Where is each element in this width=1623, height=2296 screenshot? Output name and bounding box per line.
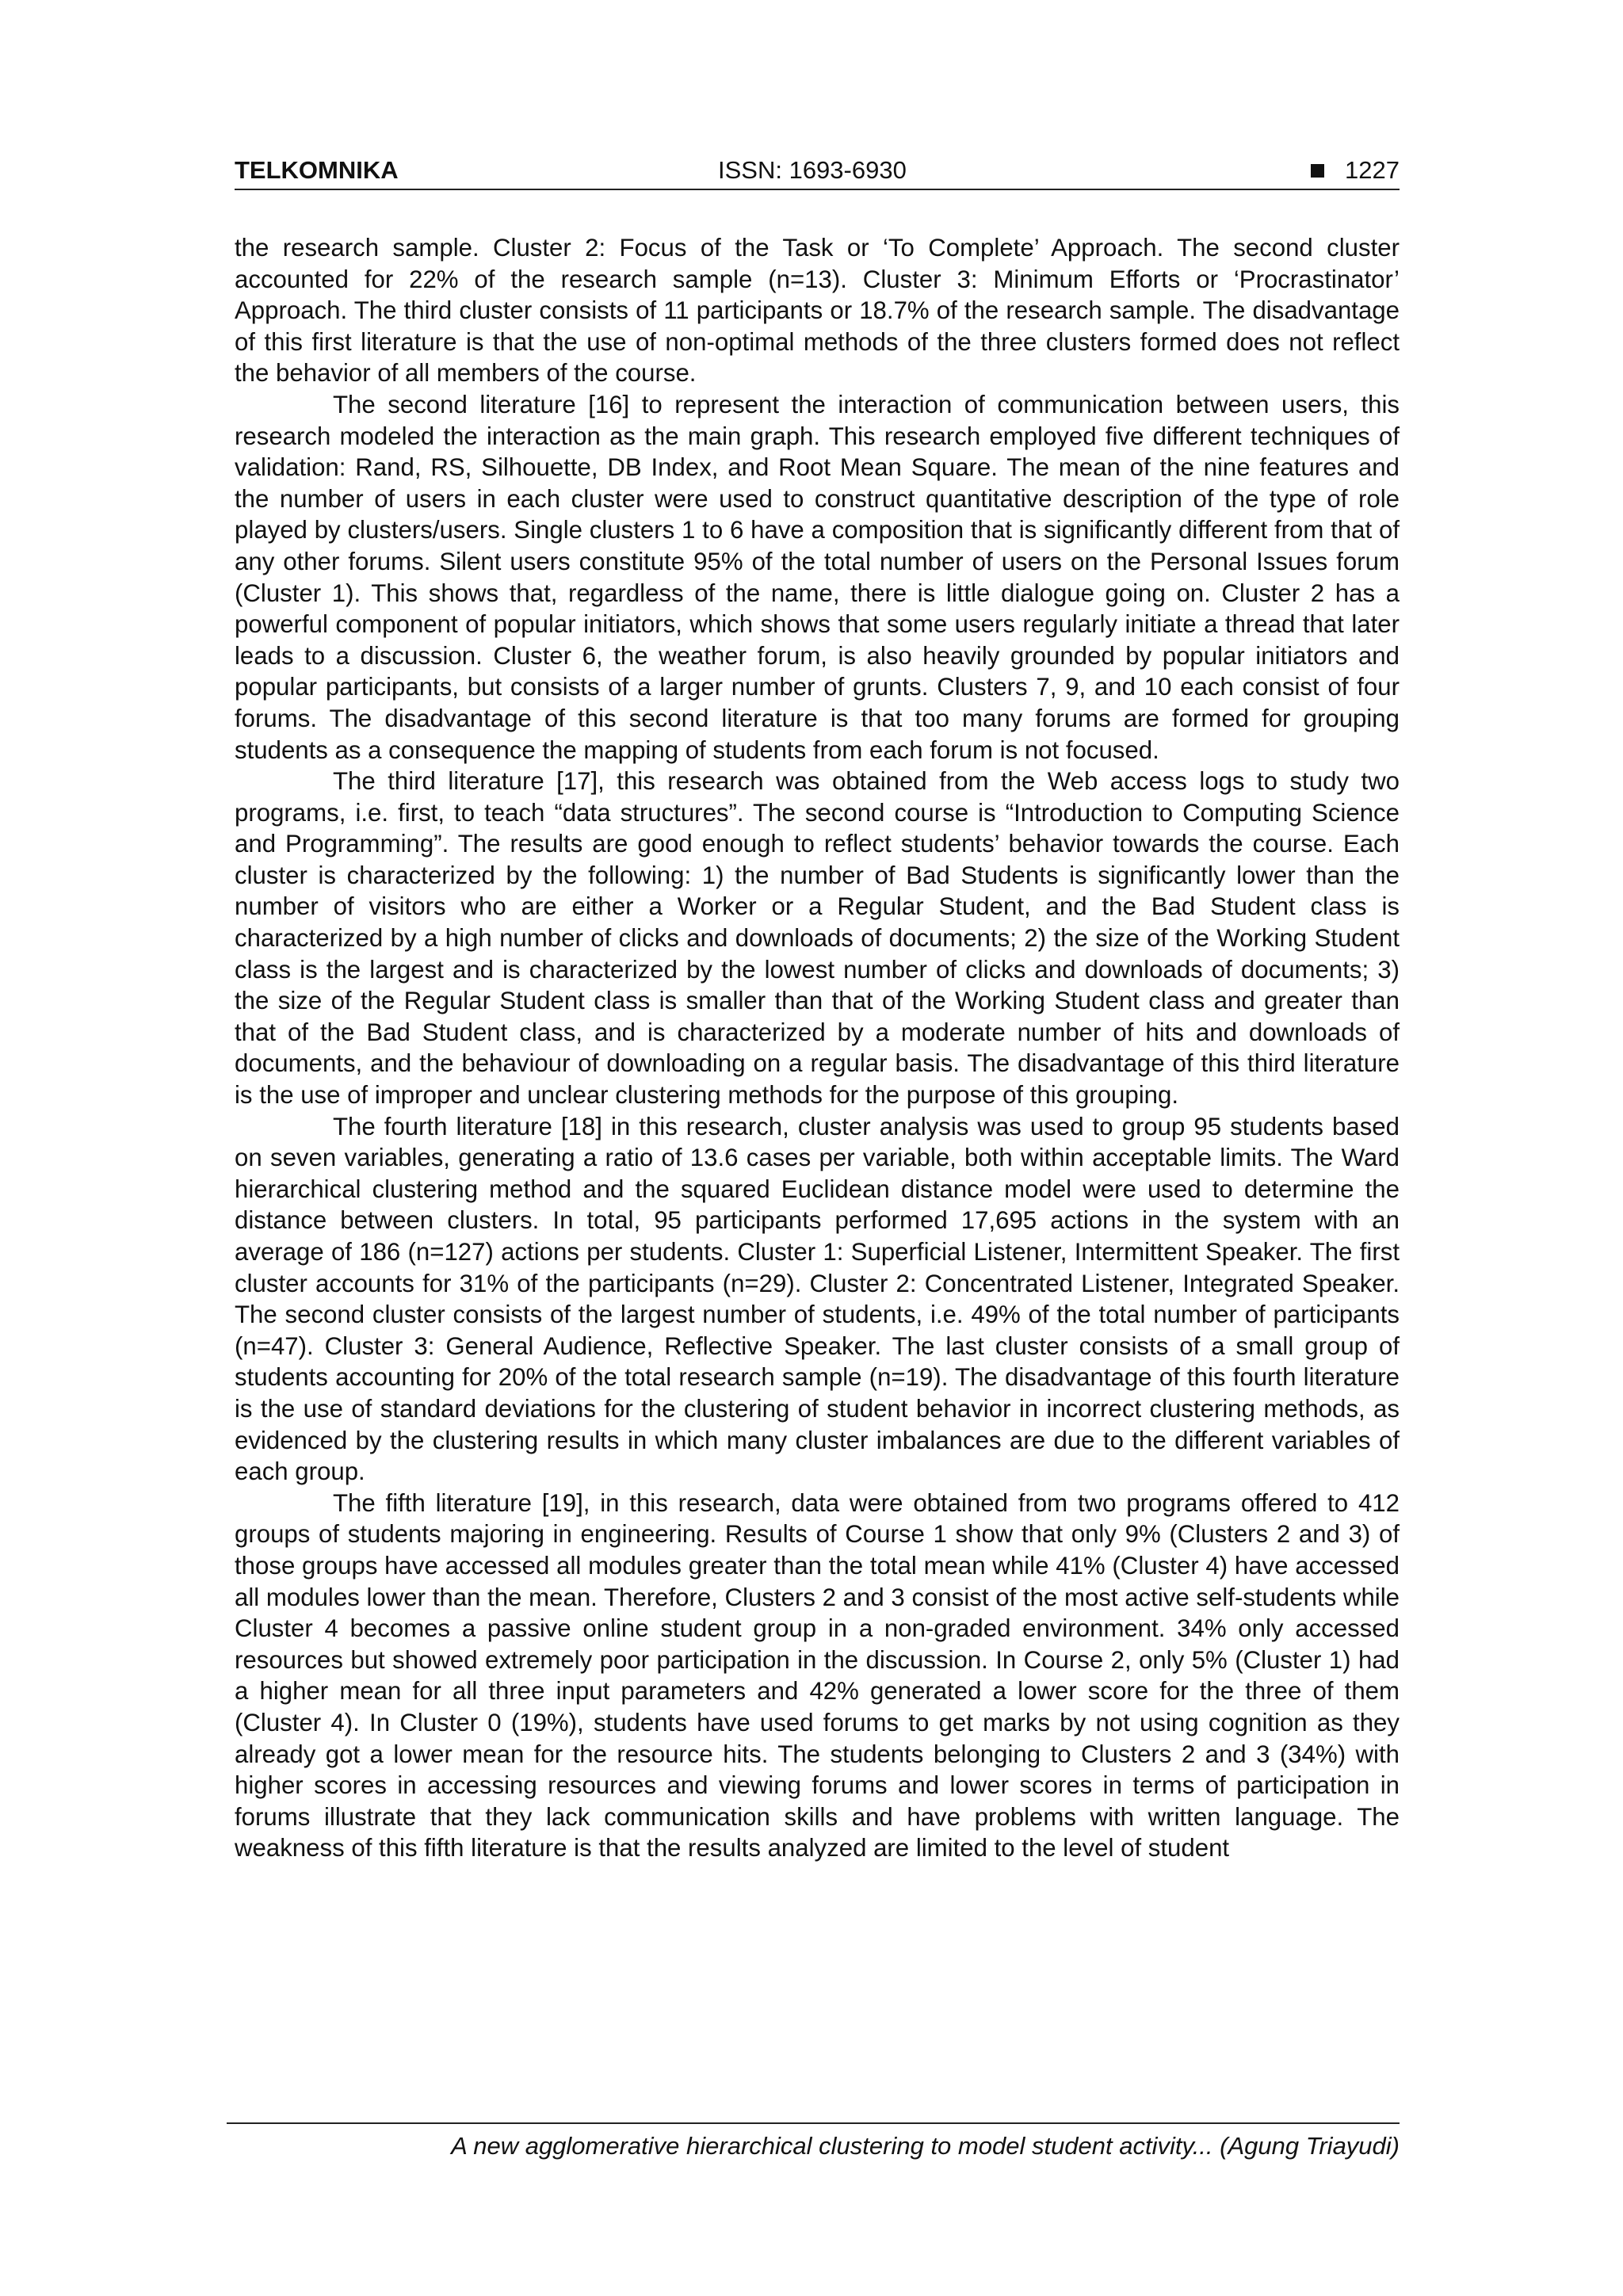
page-number-group (1311, 155, 1400, 185)
journal-name: TELKOMNIKA (235, 156, 399, 184)
issn-label: ISSN: 1693-6930 (718, 156, 907, 184)
page-footer (227, 2122, 1400, 2162)
paragraph-continuation: the research sample. Cluster 2: Focus of the Task or ‘To Complete’ Approach. The second cluster accounted for 22% of the research sample (n=13). Cluster 3: Minimum Efforts or ‘Procrastinator’ Approach. The third cluster consists of 11 participants or 18.7% of the research sample. The disadvantage of this first literature is that the use of non-optimal methods of the three clusters formed does not reflect the behavior of all members of the course. (235, 234, 1400, 388)
square-bullet-icon (1311, 164, 1324, 178)
body-text (235, 232, 1400, 1864)
paragraph-third-literature: The third literature [17], this research was obtained from the Web access logs to study two programs, i.e. first, to teach “data structures”. The second course is “Introduction to Computing Science and Programming”. The results are good enough to reflect students’ behavior towards the course. Each cluster is characterized by the following: 1) the number of Bad Students is significantly lower than the number of visitors who are either a Worker or a Regular Student, and the Bad Student class is characterized by a high number of clicks and downloads of documents; 2) the size of the Working Student class is the largest and is characterized by the lowest number of clicks and downloads of documents; 3) the size of the Regular Student class is smaller than that of the Working Student class and greater than that of the Bad Student class, and is characterized by a moderate number of hits and downloads of documents, and the behaviour of downloading on a regular basis. The disadvantage of this third literature is the use of improper and unclear clustering methods for the purpose of this grouping. (235, 767, 1400, 1110)
paragraph-fifth-literature: The fifth literature [19], in this research, data were obtained from two programs offered to 412 groups of students majoring in engineering. Results of Course 1 show that only 9% (Clusters 2 and 3) of those groups have accessed all modules greater than the total mean while 41% (Cluster 4) have accessed all modules lower than the mean. Therefore, Clusters 2 and 3 consist of the most active self-students while Cluster 4 becomes a passive online student group in a non-graded environment. 34% only accessed resources but showed extremely poor participation in the discussion. In Course 2, only 5% (Cluster 1) had a higher mean for all three input parameters and 42% generated a lower score for the three of them (Cluster 4). In Cluster 0 (19%), students have used forums to get marks by not using cognition as they already got a lower mean for the resource hits. The students belonging to Clusters 2 and 3 (34%) with higher scores in accessing resources and viewing forums and lower scores in terms of participation in forums illustrate that they lack communication skills and have problems with written language. The weakness of this fifth literature is that the results analyzed are limited to the level of student (235, 1488, 1400, 1862)
page-header (235, 155, 1400, 190)
paragraph-second-literature: The second literature [16] to represent the interaction of communication between users, this research modeled the interaction as the main graph. This research employed five different techniques of validation: Rand, RS, Silhouette, DB Index, and Root Mean Square. The mean of the nine features and the number of users in each cluster were used to construct quantitative description of the type of role played by clusters/users. Single clusters 1 to 6 have a composition that is significantly different from that of any other forums. Silent users constitute 95% of the total number of users on the Personal Issues forum (Cluster 1). This shows that, regardless of the name, there is little dialogue going on. Cluster 2 has a powerful component of popular initiators, which shows that some users regularly initiate a thread that later leads to a discussion. Cluster 6, the weather forum, is also heavily grounded by popular initiators and popular participants, but consists of a larger number of grunts. Clusters 7, 9, and 10 each consist of four forums. The disadvantage of this second literature is that too many forums are formed for grouping students as a consequence the mapping of students from each forum is not focused. (235, 390, 1400, 764)
running-title: A new agglomerative hierarchical clustering to model student activity... (Agung Triayudi) (451, 2132, 1400, 2160)
page-number: 1227 (1345, 156, 1400, 184)
paragraph-fourth-literature: The fourth literature [18] in this research, cluster analysis was used to group 95 students based on seven variables, generating a ratio of 13.6 cases per variable, both within acceptable limits. The Ward hierarchical clustering method and the squared Euclidean distance model were used to determine the distance between clusters. In total, 95 participants performed 17,695 actions in the system with an average of 186 (n=127) actions per students. Cluster 1: Superficial Listener, Intermittent Speaker. The first cluster accounts for 31% of the participants (n=29). Cluster 2: Concentrated Listener, Integrated Speaker. The second cluster consists of the largest number of students, i.e. 49% of the total number of participants (n=47). Cluster 3: General Audience, Reflective Speaker. The last cluster consists of a small group of students accounting for 20% of the total research sample (n=19). The disadvantage of this fourth literature is the use of standard deviations for the clustering of student behavior in incorrect clustering methods, as evidenced by the clustering results in which many cluster imbalances are due to the different variables of each group. (235, 1112, 1400, 1486)
